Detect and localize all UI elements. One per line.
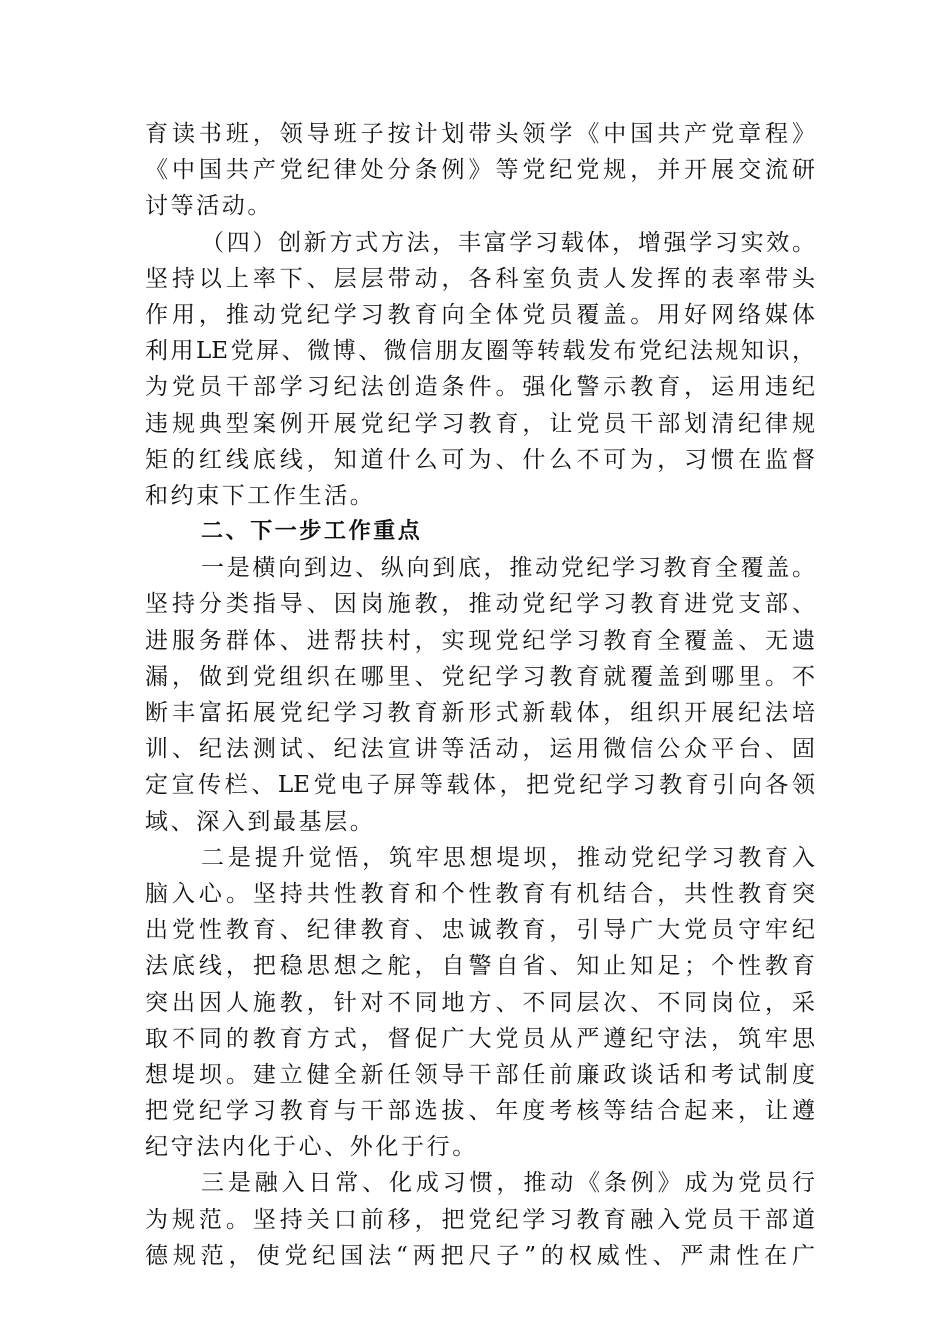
text-line: 纪守法内化于心、外化于行。 xyxy=(145,1134,478,1161)
text-line: 把党纪学习教育与干部选拔、年度考核等结合起来，让遵 xyxy=(145,1098,815,1125)
text-line: 三是融入日常、化成习惯，推动《条例》成为党员行 xyxy=(201,1170,815,1197)
text-line: 育读书班，领导班子按计划带头领学《中国共产党章程》 xyxy=(145,121,815,147)
text-line: 德规范，使党纪国法“两把尺子”的权威性、严肃性在广 xyxy=(145,1242,815,1269)
text-line: 脑入心。坚持共性教育和个性教育有机结合，共性教育突 xyxy=(145,880,815,907)
text-line: 定宣传栏、LE党电子屏等载体，把党纪学习教育引向各领 xyxy=(145,772,815,799)
text-line: 法底线，把稳思想之舵，自警自省、知止知足；个性教育 xyxy=(145,953,815,980)
document-page xyxy=(145,116,815,1274)
text-line: 出党性教育、纪律教育、忠诚教育，引导广大党员守牢纪 xyxy=(145,917,815,944)
text-line: 坚持以上率下、层层带动，各科室负责人发挥的表率带头 xyxy=(145,265,815,292)
text-line: 和约束下工作生活。 xyxy=(145,482,376,509)
text-line: 想堤坝。建立健全新任领导干部任前廉政谈话和考试制度 xyxy=(145,1061,815,1088)
text-line: 为党员干部学习纪法创造条件。强化警示教育，运用违纪 xyxy=(145,374,815,401)
text-line: 为规范。坚持关口前移，把党纪学习教育融入党员干部道 xyxy=(145,1206,815,1233)
text-line: 违规典型案例开展党纪学习教育，让党员干部划清纪律规 xyxy=(145,410,815,437)
text-line: 训、纪法测试、纪法宣讲等活动，运用微信公众平台、固 xyxy=(145,736,815,763)
text-line: 《中国共产党纪律处分条例》等党纪党规，并开展交流研 xyxy=(145,157,815,184)
text-line: 矩的红线底线，知道什么可为、什么不可为，习惯在监督 xyxy=(145,446,815,473)
text-line: 一是横向到边、纵向到底，推动党纪学习教育全覆盖。 xyxy=(201,555,815,582)
section-heading-next-steps: 二、下一步工作重点 xyxy=(201,519,423,545)
text-line: 利用LE党屏、微博、微信朋友圈等转载发布党纪法规知识， xyxy=(145,338,815,365)
text-line: 断丰富拓展党纪学习教育新形式新载体，组织开展纪法培 xyxy=(145,700,815,726)
text-line: 突出因人施教，针对不同地方、不同层次、不同岗位，采 xyxy=(145,989,815,1016)
text-line: 讨等活动。 xyxy=(145,193,273,220)
text-line: 坚持分类指导、因岗施教，推动党纪学习教育进党支部、 xyxy=(145,591,815,618)
section-heading-four: （四）创新方式方法，丰富学习载体，增强学习实效。 xyxy=(201,229,815,256)
text-line: 漏，做到党组织在哪里、党纪学习教育就覆盖到哪里。不 xyxy=(145,663,815,690)
text-line: 进服务群体、进帮扶村，实现党纪学习教育全覆盖、无遗 xyxy=(145,627,815,654)
text-line: 二是提升觉悟，筑牢思想堤坝，推动党纪学习教育入 xyxy=(201,844,815,871)
text-line: 作用，推动党纪学习教育向全体党员覆盖。用好网络媒体 xyxy=(145,301,815,328)
text-line: 取不同的教育方式，督促广大党员从严遵纪守法，筑牢思 xyxy=(145,1025,815,1052)
text-line: 域、深入到最基层。 xyxy=(145,808,376,835)
